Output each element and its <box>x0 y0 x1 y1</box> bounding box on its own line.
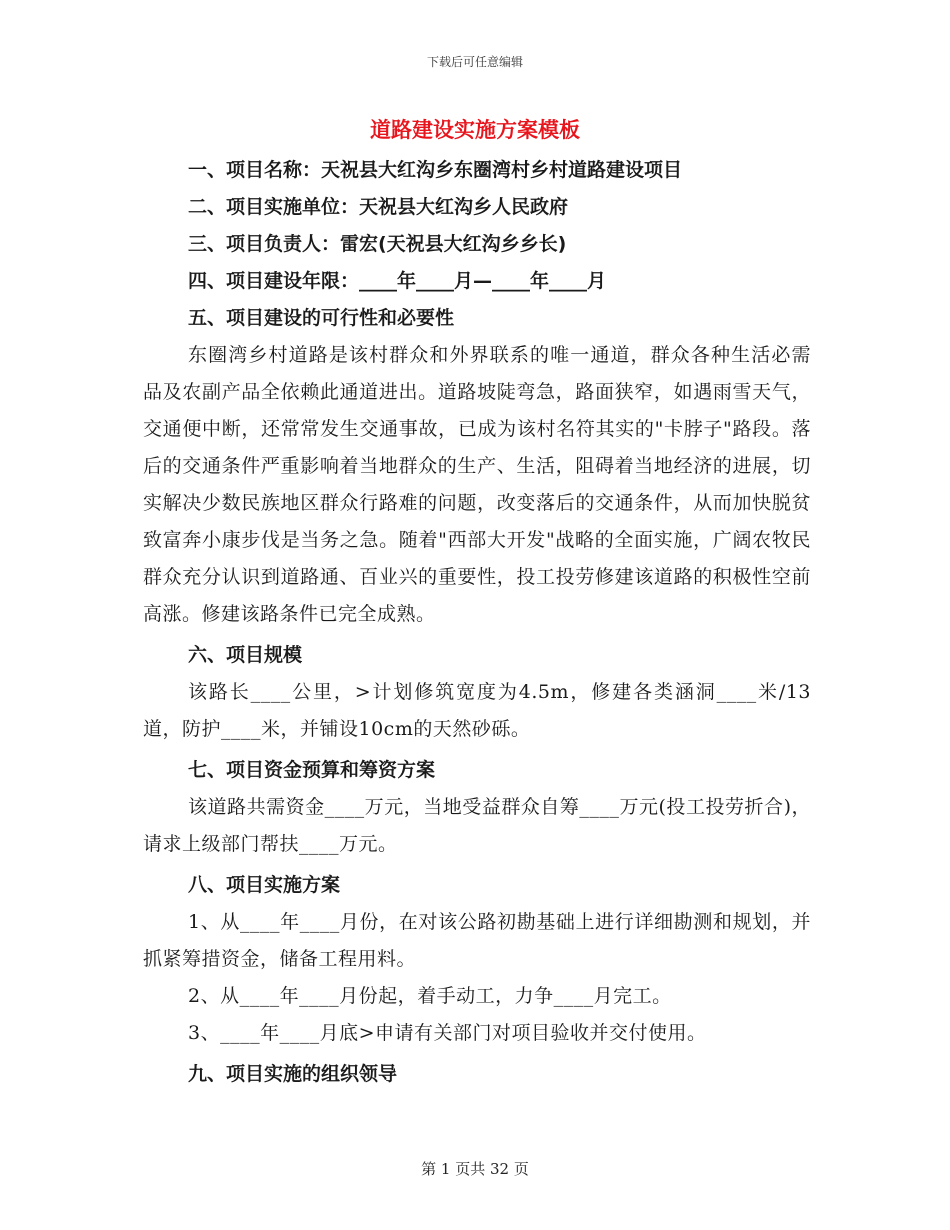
section-budget-body: 该道路共需资金____万元，当地受益群众自筹____万元(投工投劳折合)，请求上级部门帮扶____万元。 <box>143 796 811 855</box>
section-construction-period: 四、项目建设年限：____年____月—____年____月 <box>188 270 607 292</box>
page-footer: 第 1 页共 32 页 <box>421 1160 529 1178</box>
page-header: 下载后可任意编辑 <box>426 55 523 69</box>
section-feasibility-heading: 五、项目建设的可行性和必要性 <box>188 307 455 329</box>
section-plan-item-2: 2、从____年____月份起，着手动工，力争____月完工。 <box>188 985 672 1007</box>
section-project-name: 一、项目名称：天祝县大红沟乡东圈湾村乡村道路建设项目 <box>188 159 683 181</box>
document-body <box>143 152 811 1093</box>
section-feasibility-body: 东圈湾乡村道路是该村群众和外界联系的唯一通道，群众各种生活必需品及农副产品全依赖此通道进出。道路坡陡弯急，路面狭窄，如遇雨雪天气，交通便中断，还常常发生交通事故，已成为该村名符其实的"卡脖子"路段。落后的交通条件严重影响着当地群众的生产、生活，阻碍着当地经济的进展，切实解决少数民族地区群众行路难的问题，改变落后的交通条件，从而加快脱贫致富奔小康步伐是当务之急。随着"西部大开发"战略的全面实施，广阔农牧民群众充分认识到道路通、百业兴的重要性，投工投劳修建该道路的积极性空前高涨。修建该路条件已完全成熟。 <box>143 344 811 625</box>
document-title: 道路建设实施方案模板 <box>370 118 580 142</box>
section-leadership-heading: 九、项目实施的组织领导 <box>188 1063 398 1085</box>
section-scale-heading: 六、项目规模 <box>188 644 303 666</box>
section-plan-heading: 八、项目实施方案 <box>188 874 341 896</box>
section-scale-body: 该路长____公里，>计划修筑宽度为4.5m，修建各类涵洞____米/13道，防护____米，并铺设10cm的天然砂砾。 <box>143 681 811 740</box>
section-implementing-unit: 二、项目实施单位：天祝县大红沟乡人民政府 <box>188 196 569 218</box>
section-plan-item-3: 3、____年____月底>申请有关部门对项目验收并交付使用。 <box>188 1022 707 1044</box>
section-project-leader: 三、项目负责人：雷宏(天祝县大红沟乡乡长) <box>188 233 567 255</box>
section-plan-item-1: 1、从____年____月份，在对该公路初勘基础上进行详细勘测和规划，并抓紧筹措资金，储备工程用料。 <box>143 911 811 970</box>
section-budget-heading: 七、项目资金预算和筹资方案 <box>188 759 436 781</box>
